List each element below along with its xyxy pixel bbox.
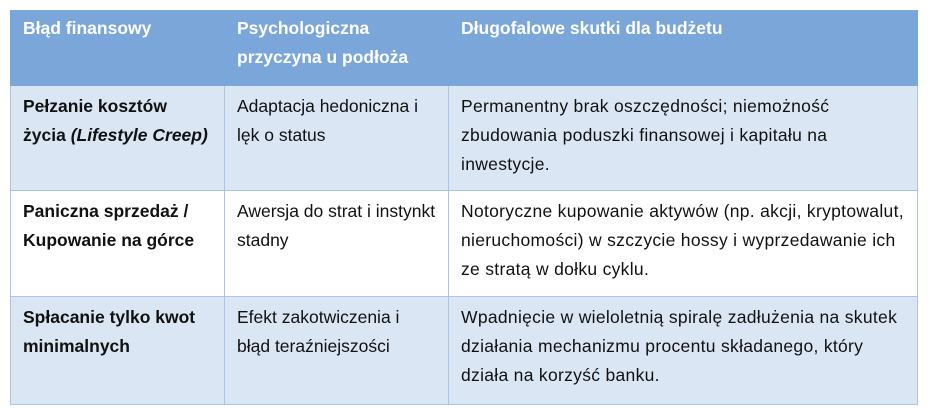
cell-psychological-cause: Adaptacja hedoniczna i lęk o status xyxy=(225,86,449,191)
cell-psychological-cause: Awersja do strat i instynkt stadny xyxy=(225,191,449,297)
error-name: Spłacanie tylko kwot minimalnych xyxy=(23,307,196,356)
cell-financial-error xyxy=(11,191,225,297)
error-name: Pełzanie kosztów życia xyxy=(23,96,167,145)
financial-errors-table-container xyxy=(10,10,917,405)
header-psychological-cause: Psychologiczna przyczyna u podłoża xyxy=(225,11,449,86)
header-row xyxy=(11,11,918,86)
error-name-english: (Lifestyle Creep) xyxy=(70,125,208,145)
cell-financial-error xyxy=(11,86,225,191)
header-financial-error: Błąd finansowy xyxy=(11,11,225,86)
cell-long-term-effect: Notoryczne kupowanie aktywów (np. akcji, kryptowalut, nieruchomości) w szczycie hossy i wyprzedawanie ich ze stratą w dołku cyklu. xyxy=(449,191,918,297)
cell-long-term-effect: Wpadnięcie w wieloletnią spiralę zadłużenia na skutek działania mechanizmu procentu składanego, który działa na korzyść banku. xyxy=(449,297,918,405)
table-row xyxy=(11,297,918,405)
table-body xyxy=(11,86,918,405)
financial-errors-table xyxy=(10,10,918,405)
table-row xyxy=(11,86,918,191)
error-name: Paniczna sprzedaż / Kupowanie na górce xyxy=(23,201,195,250)
cell-psychological-cause: Efekt zakotwiczenia i błąd teraźniejszości xyxy=(225,297,449,405)
header-long-term-effects: Długofalowe skutki dla budżetu xyxy=(449,11,918,86)
table-header xyxy=(11,11,918,86)
cell-long-term-effect: Permanentny brak oszczędności; niemożność zbudowania poduszki finansowej i kapitału na inwestycje. xyxy=(449,86,918,191)
cell-financial-error xyxy=(11,297,225,405)
table-row xyxy=(11,191,918,297)
